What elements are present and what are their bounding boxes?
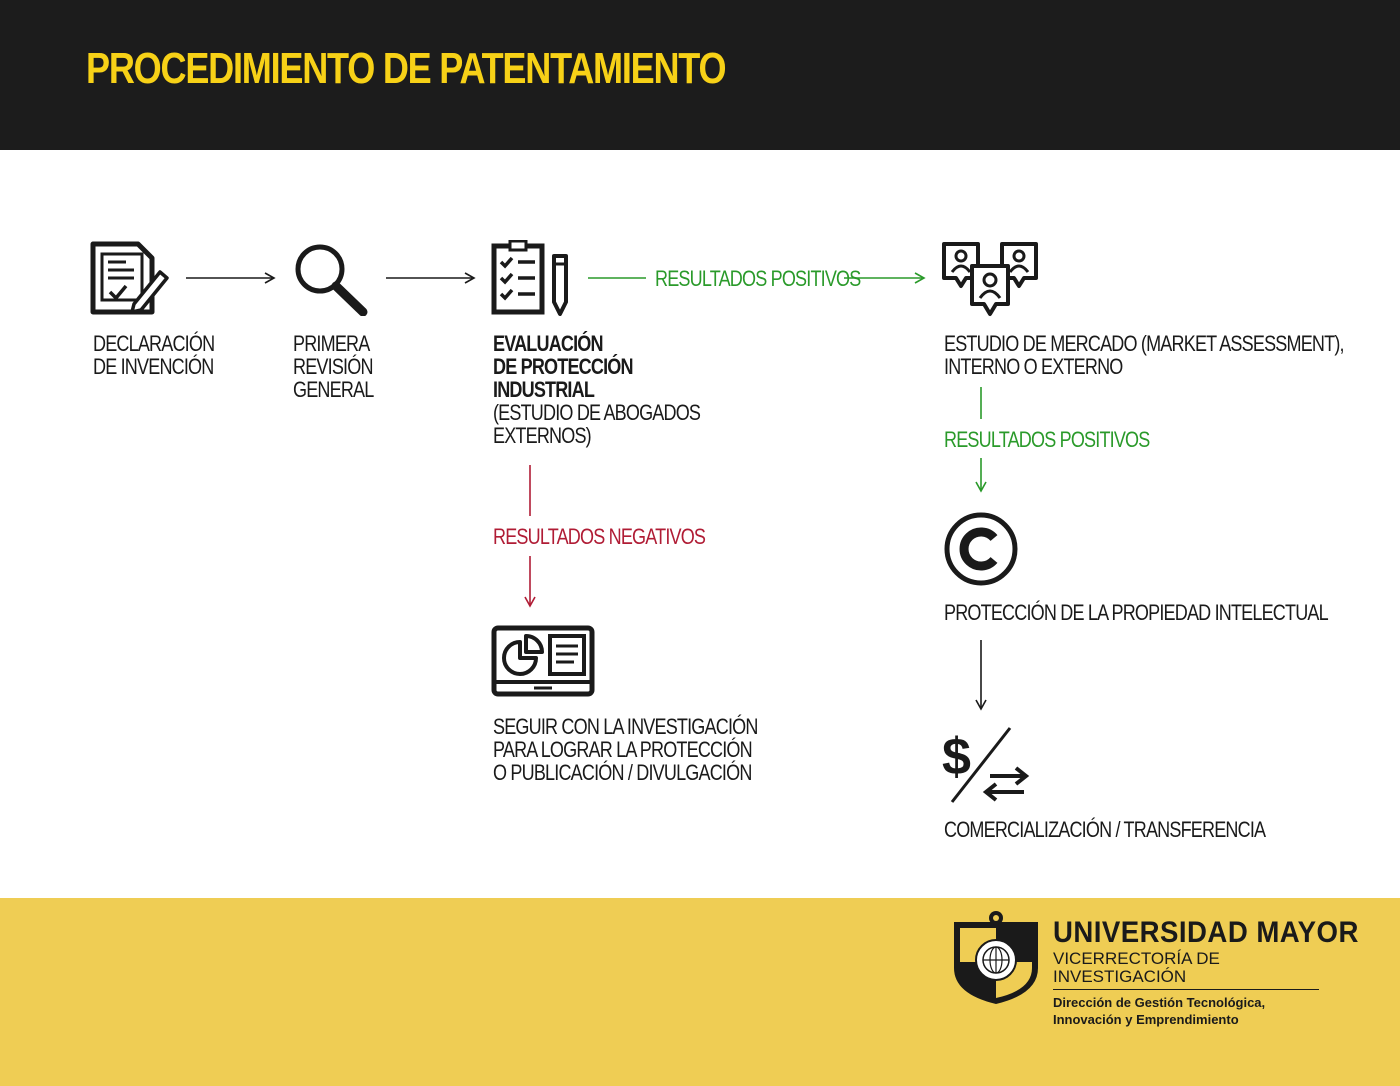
step-mercado-label: ESTUDIO DE MERCADO (MARKET ASSESSMENT), INTERNO O EXTERNO: [944, 331, 1344, 379]
direction-label: Dirección de Gestión Tecnológica, Innovación y Emprendimiento: [1053, 995, 1266, 1027]
flow-label-negative: RESULTADOS NEGATIVOS: [493, 524, 706, 549]
step-declaracion-label: DECLARACIÓN DE INVENCIÓN: [93, 331, 215, 379]
people-profiles-icon: [940, 240, 1040, 320]
footer-divider: [1053, 989, 1319, 990]
flow-label-positive-right: RESULTADOS POSITIVOS: [944, 427, 1150, 452]
dollar-transfer-icon: [940, 724, 1032, 806]
university-shield-logo: [950, 910, 1042, 1006]
svg-text:$: $: [942, 728, 971, 786]
step-revision-label: PRIMERA REVISIÓN GENERAL: [293, 331, 374, 402]
flow-label-positive-top: RESULTADOS POSITIVOS: [655, 266, 861, 291]
checklist-icon: [490, 240, 574, 316]
university-name: UNIVERSIDAD MAYOR: [1053, 916, 1359, 949]
step-comercializacion-label: COMERCIALIZACIÓN / TRANSFERENCIA: [944, 817, 1266, 842]
step-evaluacion-label: EVALUACIÓN DE PROTECCIÓN INDUSTRIAL (ESTUDIO DE ABOGADOS EXTERNOS): [493, 331, 701, 448]
step-propiedad-label: PROTECCIÓN DE LA PROPIEDAD INTELECTUAL: [944, 600, 1328, 625]
magnifier-icon: [292, 242, 368, 316]
page-title: PROCEDIMIENTO DE PATENTAMIENTO: [86, 44, 726, 93]
vicerrectoria-label: VICERRECTORÍA DE INVESTIGACIÓN: [1053, 949, 1220, 986]
report-screen-icon: [490, 624, 596, 702]
step-investigacion-label: SEGUIR CON LA INVESTIGACIÓN PARA LOGRAR LA PROTECCIÓN O PUBLICACIÓN / DIVULGACIÓN: [493, 714, 758, 785]
document-signature-icon: [90, 240, 170, 316]
copyright-icon: [942, 510, 1020, 588]
